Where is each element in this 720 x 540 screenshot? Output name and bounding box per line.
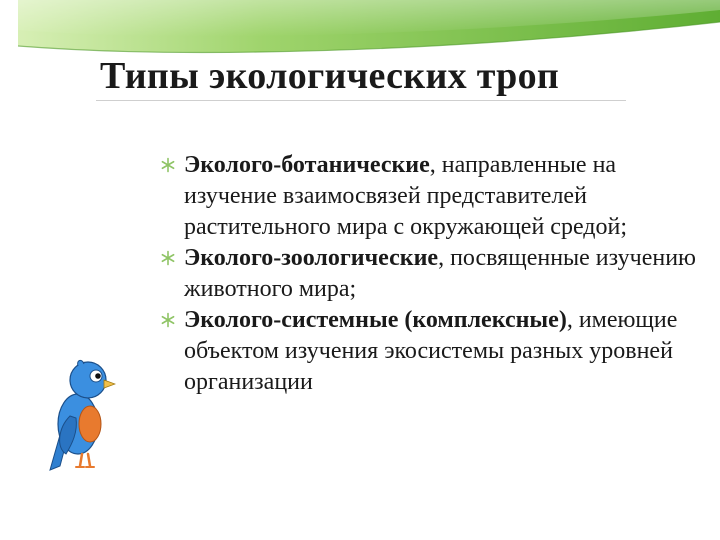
- bullet-text: , направленные на изучение взаимосвязей представителей растительного мира с окружающей средой;: [184, 152, 628, 240]
- bullet-item-botanical: [160, 150, 700, 243]
- asterisk-icon: [160, 312, 176, 328]
- slide-title: Типы экологических троп: [100, 55, 560, 97]
- bullet-list: [160, 150, 700, 398]
- asterisk-icon: [160, 250, 176, 266]
- bullet-lead: Эколого-системные (комплексные): [184, 307, 567, 333]
- bullet-item-zoological: [160, 243, 700, 305]
- bird-icon: [48, 358, 116, 476]
- bullet-item-systemic: [160, 305, 700, 398]
- bullet-text: , посвященные изучению животного мира;: [184, 245, 696, 302]
- bullet-lead: Эколого-ботанические: [184, 152, 430, 178]
- asterisk-icon: [160, 157, 176, 173]
- bullet-lead: Эколого-зоологические: [184, 245, 439, 271]
- bullet-text: , имеющие объектом изучения экосистемы разных уровней организации: [184, 307, 678, 395]
- title-divider: [96, 100, 626, 101]
